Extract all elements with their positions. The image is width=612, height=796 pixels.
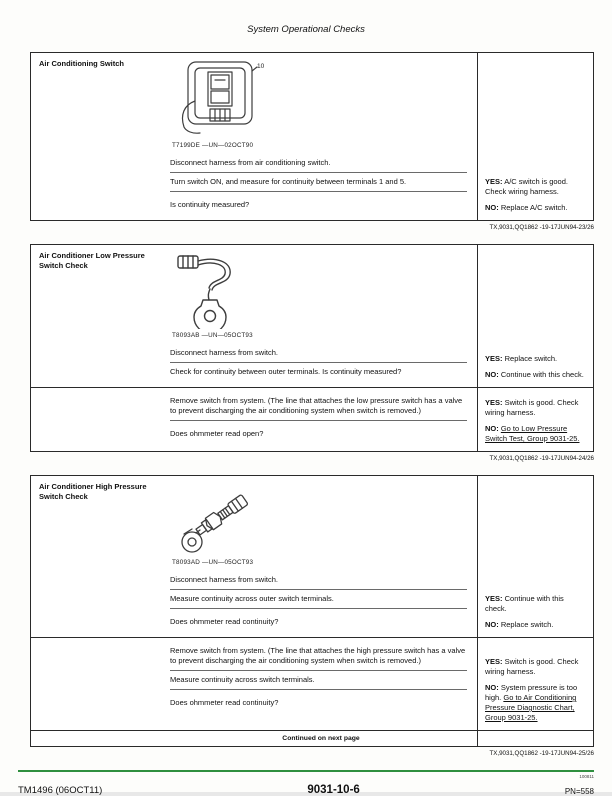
result-yes	[485, 398, 586, 418]
result-no-text: System pressure is too high.	[485, 683, 578, 702]
figure-caption: T8093AB —UN—05OCT93	[172, 332, 253, 339]
procedure-cell	[165, 245, 477, 387]
result-no-label: NO:	[485, 424, 499, 433]
result-yes-label: YES:	[485, 354, 503, 363]
pn-number: PN=558	[564, 787, 594, 796]
check-part	[31, 387, 593, 451]
continued-cell	[165, 731, 477, 746]
section-title-spacer	[31, 638, 165, 730]
air-conditioning-switch-illustration	[172, 59, 267, 139]
print-code: 100811	[579, 774, 594, 779]
continued-on-next-page: Continued on next page	[282, 735, 360, 742]
result-yes-text: Replace switch.	[504, 354, 558, 363]
instruction-text: Check for continuity between outer terminals. Is continuity measured?	[170, 367, 402, 376]
results-cell-spacer	[477, 731, 593, 746]
check-section-low-pressure-switch	[30, 244, 594, 452]
page-footer	[18, 770, 594, 796]
instruction-text: Remove switch from system. (The line that attaches the low pressure switch has a valve to prevent discharging the air conditioning system when switch is removed.)	[170, 392, 467, 421]
reference-code: TX,9031,QQ1862 -19-17JUN94-23/26	[489, 224, 594, 231]
figure-block	[172, 59, 467, 149]
check-section-ac-switch	[30, 52, 594, 221]
instruction-text: Turn switch ON, and measure for continuity between terminals 1 and 5.	[170, 173, 467, 192]
section-title: Air Conditioner Low Pressure Switch Check	[39, 251, 145, 270]
result-yes	[485, 354, 586, 364]
instruction-text: Measure continuity across switch terminals.	[170, 671, 467, 690]
result-no	[485, 203, 586, 213]
high-pressure-switch-illustration	[172, 482, 257, 556]
section-title: Air Conditioning Switch	[39, 59, 124, 68]
continued-row	[31, 730, 593, 746]
section-title: Air Conditioner High Pressure Switch Check	[39, 482, 147, 501]
footer-row	[18, 784, 594, 796]
result-no-text: Continue with this check.	[500, 370, 584, 379]
check-section-high-pressure-switch	[30, 475, 594, 747]
instruction-text: Disconnect harness from air conditioning switch.	[170, 154, 467, 173]
page-title: System Operational Checks	[247, 24, 365, 35]
reference-code: TX,9031,QQ1862 -19-17JUN94-25/26	[489, 750, 594, 757]
page-number: 9031-10-6	[307, 784, 360, 796]
result-no	[485, 370, 586, 380]
results-cell	[477, 638, 593, 730]
result-yes	[485, 177, 586, 197]
result-no	[485, 424, 586, 444]
result-no-label: NO:	[485, 370, 499, 379]
figure-callout-number: 10	[257, 63, 265, 70]
section-title-spacer	[31, 731, 165, 746]
question-text: Does ohmmeter read continuity?	[170, 698, 279, 707]
results-cell	[477, 245, 593, 387]
result-no-text: Replace A/C switch.	[500, 203, 568, 212]
question-text: Does ohmmeter read continuity?	[170, 617, 279, 626]
check-part	[31, 476, 593, 637]
check-part	[31, 637, 593, 730]
low-pressure-switch-illustration	[172, 251, 247, 329]
section-title-spacer	[31, 388, 165, 451]
results-cell	[477, 53, 593, 220]
footer-rule	[18, 770, 594, 772]
result-yes-text: A/C switch is good. Check wiring harness.	[485, 177, 568, 196]
instruction-text: Disconnect harness from switch.	[170, 571, 467, 590]
instruction-text: Remove switch from system. (The line that attaches the high pressure switch has a valve to prevent discharging the air conditioning system when switch is removed.)	[170, 642, 467, 671]
result-yes-text: Continue with this check.	[485, 594, 564, 613]
check-part	[31, 245, 593, 387]
question-text: Does ohmmeter read open?	[170, 429, 264, 438]
result-yes	[485, 594, 586, 614]
result-yes-label: YES:	[485, 594, 503, 603]
result-yes-text: Switch is good. Check wiring harness.	[485, 657, 579, 676]
result-no-label: NO:	[485, 620, 499, 629]
instruction-text: Measure continuity across outer switch terminals.	[170, 590, 467, 609]
manual-number: TM1496 (06OCT11)	[18, 785, 103, 796]
figure-block	[172, 251, 467, 339]
results-cell	[477, 476, 593, 637]
results-cell	[477, 388, 593, 451]
figure-caption: T7199DE —UN—02OCT90	[172, 142, 254, 149]
result-yes-label: YES:	[485, 657, 503, 666]
result-no	[485, 620, 586, 630]
figure-caption: T8093AD —UN—05OCT93	[172, 559, 254, 566]
checks-content	[30, 52, 594, 770]
cross-reference-link[interactable]: Go to Low Pressure Switch Test, Group 9031-25.	[485, 424, 580, 443]
procedure-cell	[165, 638, 477, 730]
procedure-cell	[165, 476, 477, 637]
question-text: Is continuity measured?	[170, 200, 250, 209]
result-no-label: NO:	[485, 203, 499, 212]
result-no	[485, 683, 586, 723]
result-no-text: Replace switch.	[500, 620, 554, 629]
figure-block	[172, 482, 467, 566]
result-no-label: NO:	[485, 683, 499, 692]
result-yes-text: Switch is good. Check wiring harness.	[485, 398, 579, 417]
result-yes-label: YES:	[485, 177, 503, 186]
result-yes-label: YES:	[485, 398, 503, 407]
procedure-cell	[165, 388, 477, 451]
check-part	[31, 53, 593, 220]
instruction-text: Disconnect harness from switch.	[170, 344, 467, 363]
cross-reference-link[interactable]: Go to Air Conditioning Pressure Diagnostic Chart, Group 9031-25.	[485, 693, 577, 722]
procedure-cell	[165, 53, 477, 220]
reference-code: TX,9031,QQ1862 -19-17JUN94-24/26	[489, 455, 594, 462]
result-yes	[485, 657, 586, 677]
